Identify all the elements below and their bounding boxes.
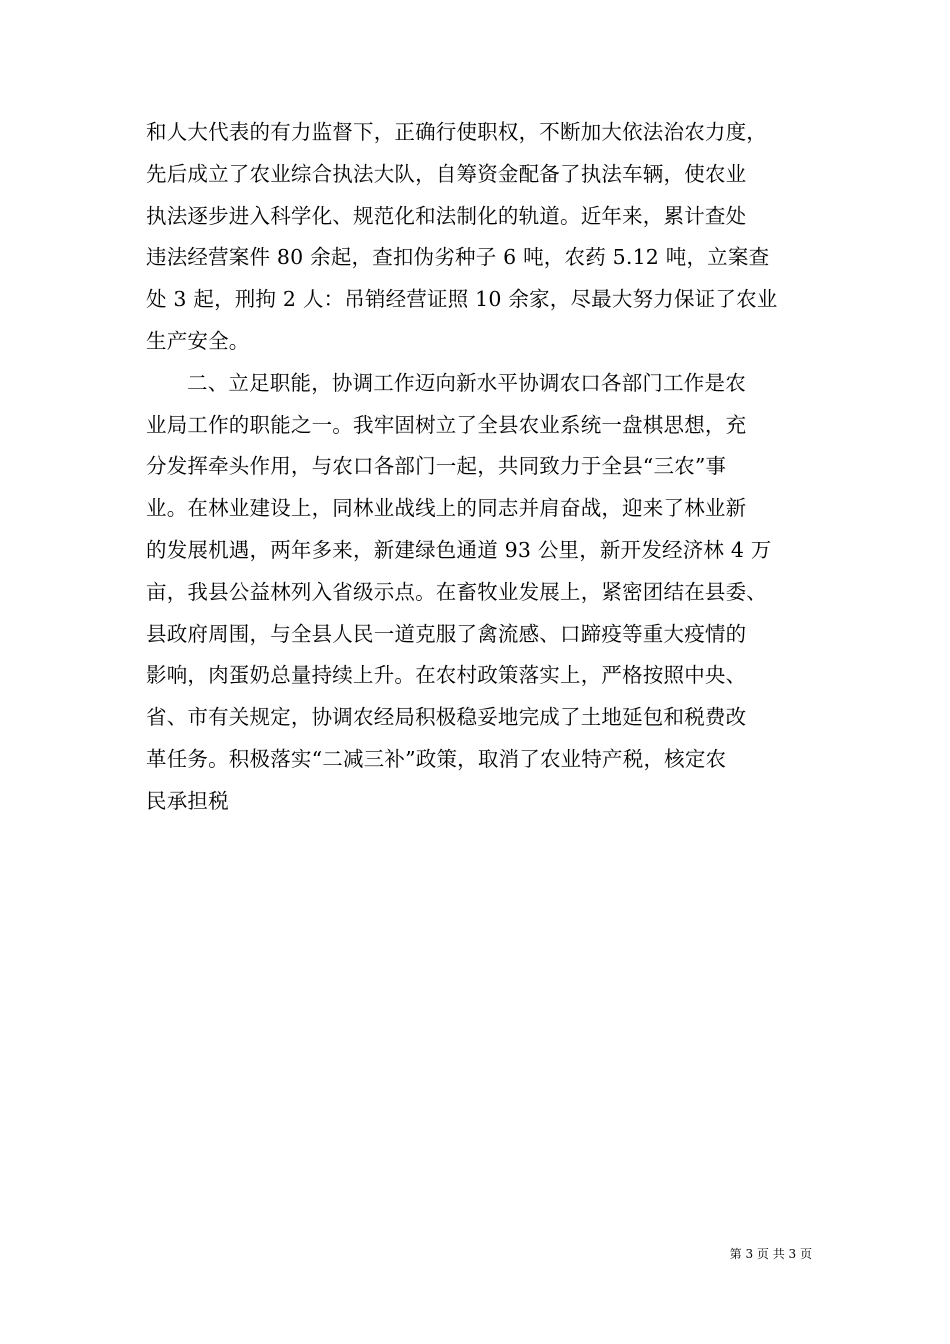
text-line: 生产安全。: [146, 328, 250, 353]
text-line: 二、立足职能，协调工作迈向新水平协调农口各部门工作是农: [187, 370, 746, 395]
paragraph-2: [146, 363, 846, 823]
body-text: [146, 112, 846, 823]
text-line: 先后成立了农业综合执法大队，自筹资金配备了执法车辆，使农业: [146, 161, 747, 186]
text-line: 和人大代表的有力监督下，正确行使职权，不断加大依法治农力度，: [146, 120, 767, 144]
text-line: 革任务。积极落实“二减三补”政策，取消了农业特产税，核定农: [146, 746, 727, 771]
page-number-footer: 第 3 页 共 3 页: [729, 1247, 812, 1261]
text-line: 违法经营案件 80 余起，查扣伪劣种子 6 吨，农药 5.12 吨，立案查: [146, 245, 770, 270]
text-line: 影响，肉蛋奶总量持续上升。在农村政策落实上，严格按照中央、: [146, 663, 747, 688]
text-line: 民承担税: [146, 788, 229, 813]
text-line: 亩，我县公益林列入省级示点。在畜牧业发展上，紧密团结在县委、: [146, 579, 767, 604]
text-line: 执法逐步进入科学化、规范化和法制化的轨道。近年来，累计查处: [146, 203, 747, 228]
text-line: 的发展机遇，两年多来，新建绿色通道 93 公里，新开发经济林 4 万: [146, 537, 772, 562]
paragraph-1: [146, 112, 846, 363]
text-line: 省、市有关规定，协调农经局积极稳妥地完成了土地延包和税费改: [146, 705, 747, 730]
text-line: 业局工作的职能之一。我牢固树立了全县农业系统一盘棋思想，充: [146, 412, 747, 437]
text-line: 业。在林业建设上，同林业战线上的同志并肩奋战，迎来了林业新: [146, 496, 747, 521]
text-line: 处 3 起，刑拘 2 人：吊销经营证照 10 余家，尽最大努力保证了农业: [146, 287, 778, 312]
text-line: 县政府周围，与全县人民一道克服了禽流感、口蹄疫等重大疫情的: [146, 621, 747, 646]
text-line: 分发挥牵头作用，与农口各部门一起，共同致力于全县“三农”事: [146, 454, 727, 479]
